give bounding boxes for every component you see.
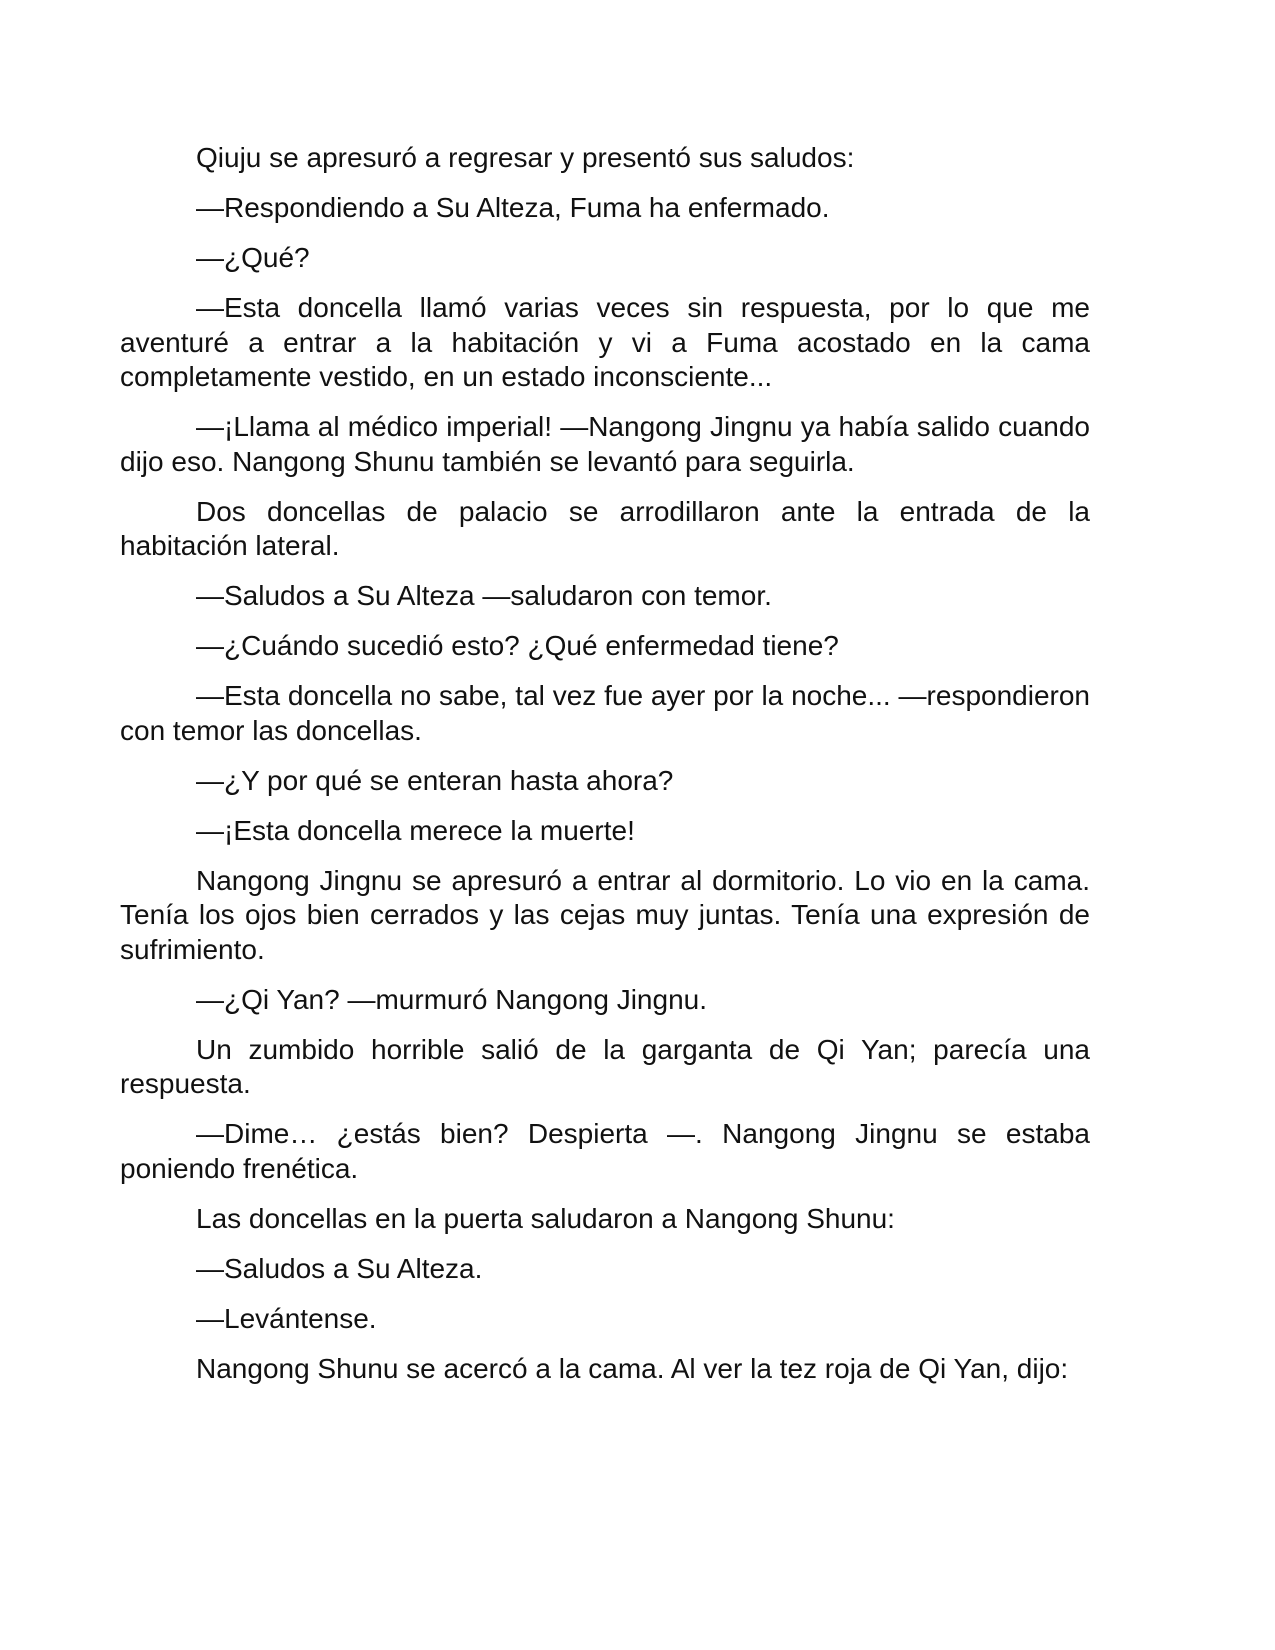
paragraph-3: —¿Qué?: [196, 242, 310, 273]
paragraph-16: Las doncellas en la puerta saludaron a Nangong Shunu:: [196, 1202, 895, 1234]
paragraph-8: —¿Cuándo sucedió esto? ¿Qué enfermedad tiene?: [196, 630, 839, 661]
paragraph-11: —¡Esta doncella merece la muerte!: [196, 814, 635, 846]
paragraph-18: —Levántense.: [196, 1302, 377, 1334]
paragraph-1: Qiuju se apresuró a regresar y presentó sus saludos:: [196, 142, 855, 173]
paragraph-4: —Esta doncella llamó varias veces sin respuesta, por lo que me aventuré a entrar a la habitación y vi a Fuma acostado en la cama completamente vestido, en un estado inconsciente...: [120, 292, 1090, 392]
paragraph-7: —Saludos a Su Alteza —saludaron con temor.: [196, 580, 772, 611]
paragraph-10: —¿Y por qué se enteran hasta ahora?: [196, 764, 674, 796]
paragraph-17: —Saludos a Su Alteza.: [196, 1252, 483, 1284]
document-page: [120, 141, 1090, 1402]
paragraph-19: Nangong Shunu se acercó a la cama. Al ver la tez roja de Qi Yan, dijo:: [196, 1352, 1069, 1384]
paragraph-12: Nangong Jingnu se apresuró a entrar al dormitorio. Lo vio en la cama. Tenía los ojos bien cerrados y las cejas muy juntas. Tenía una expresión de sufrimiento.: [120, 864, 1090, 965]
paragraph-15: —Dime… ¿estás bien? Despierta —. Nangong Jingnu se estaba poniendo frenética.: [120, 1118, 1090, 1184]
paragraph-2: —Respondiendo a Su Alteza, Fuma ha enfermado.: [196, 192, 830, 223]
paragraph-6: Dos doncellas de palacio se arrodillaron ante la entrada de la habitación lateral.: [120, 495, 1090, 561]
paragraph-13: —¿Qi Yan? —murmuró Nangong Jingnu.: [196, 983, 707, 1015]
paragraph-5: —¡Llama al médico imperial! —Nangong Jingnu ya había salido cuando dijo eso. Nangong Shunu también se levantó para seguirla.: [120, 411, 1090, 477]
paragraph-14: Un zumbido horrible salió de la garganta de Qi Yan; parecía una respuesta.: [120, 1033, 1090, 1099]
paragraph-9: —Esta doncella no sabe, tal vez fue ayer por la noche... —respondieron con temor las doncellas.: [120, 680, 1090, 746]
